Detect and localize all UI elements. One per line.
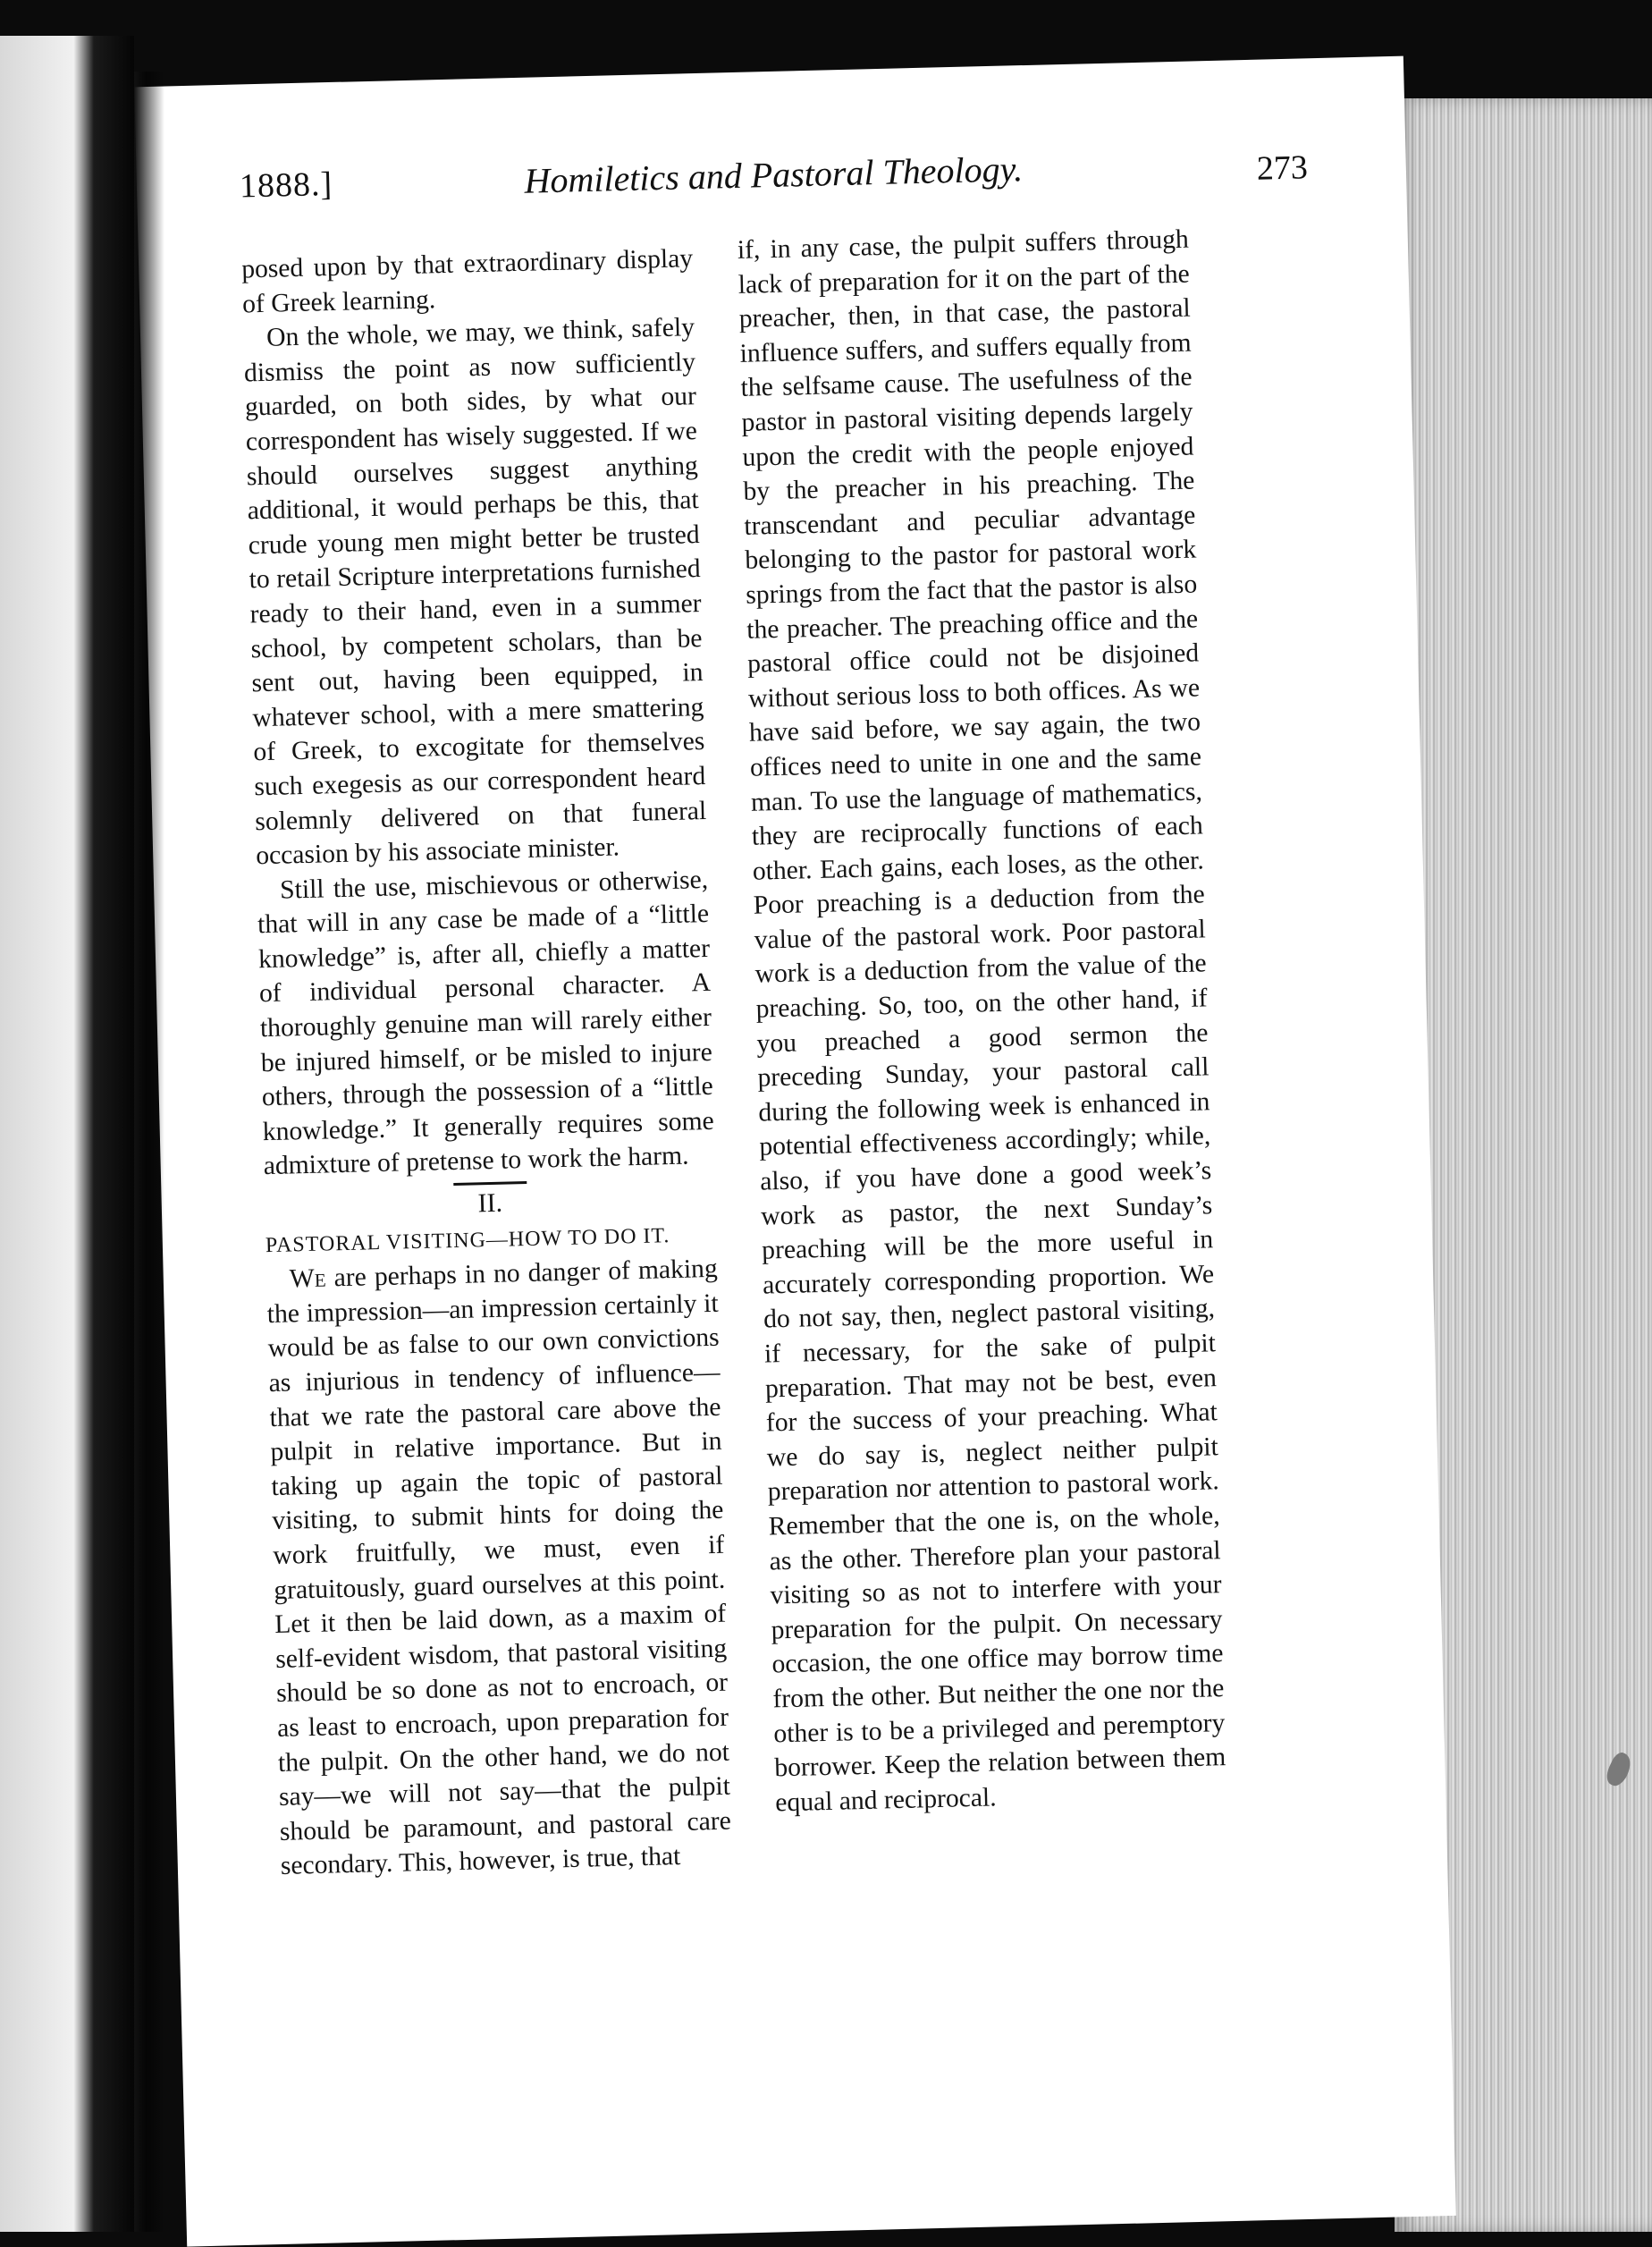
section-heading: PASTORAL VISITING—HOW TO DO IT. — [265, 1223, 670, 1257]
left-column — [241, 241, 732, 1884]
page-number: 273 — [1256, 148, 1309, 188]
spine-shadow — [134, 72, 164, 2232]
paragraph — [266, 1252, 732, 1884]
paragraph: posed upon by that extraordinary display of Greek learning. — [240, 244, 694, 319]
section-rule — [453, 1181, 527, 1186]
paragraph: Still the use, mischievous or otherwise, that will in any case be made of a “little knowledge” is, after all, chiefly a matter of individual personal character. A thoroughly genuine man will rarely either be injured himself, or be misled to injure others, through the possession of a “little knowledge.” It generally requires some admixture of pretense to work the harm. — [257, 865, 715, 1181]
header-year: 1888.] — [239, 165, 333, 206]
section-numeral: II. — [477, 1187, 503, 1219]
paragraph: On the whole, we may, we think, safely dismiss the point as now sufficiently guarded, on both sides, by what our correspondent has wisely suggested. If we should ourselves suggest anything additional, it would perhaps be this, that crude young men might better be trusted to retail Scripture interpretations furnished ready to their hand, even in a summer school, by competent scholars, than be sent out, having been equipped, in whatever school, with a mere smattering of Greek, to excogitate for themselves such exegesis as our correspondent heard solemnly delivered on that funeral occasion by his associate minister. — [243, 313, 707, 871]
running-header — [239, 140, 1308, 229]
paragraph: if, in any case, the pulpit suffers through lack of preparation for it on the part of the preacher, then, in that case, the pastoral influence suffers, and suffers equally from the selfsame cause. The usefulness of the pastor in pastoral visiting depends largely upon the credit with the people enjoyed by the preacher in his preaching. The transcendant and peculiar advantage belonging to the pastor for pastoral work springs from the fact that the pastor is also the preacher. The preaching office and the pastoral office could not be disjoined without serious loss to both offices. As we have said before, we say again, the two offices need to unite in one and the same man. To use the language of mathematics, they are reciprocally functions of each other. Each gains, each loses, as the other. Poor preaching is a deduction from the value of the pastoral work. Poor pastoral work is a deduction from the value of the preaching. So, too, on the other hand, if you preached a good sermon the preceding Sunday, your pastoral call during the following week is enhanced in potential effectiveness accordingly; while, also, if you have done a good week’s work as pastor, the next Sunday’s preaching will be the more useful in accurately corresponding proportion. We do not say, then, neglect pastoral visiting, if necessary, for the sake of pulpit preparation. That may not be best, even for the success of your preaching. What we do say is, neglect neither pulpit preparation nor attention to pastoral work. Remember that the one is, on the whole, as the other. Therefore plan your pastoral visiting so as not to interfere with your preparation for the pulpit. On necessary occasion, the one office may borrow time from the other. But neither the one nor the other is to be a privileged and peremptory borrower. Keep the relation between them equal and reciprocal. — [737, 224, 1226, 1818]
header-title: Homiletics and Pastoral Theology. — [523, 148, 1024, 201]
book-page — [134, 56, 1456, 2247]
facing-page-edge — [0, 36, 134, 2232]
lead-word: We — [289, 1263, 326, 1294]
right-column — [737, 223, 1226, 1820]
paragraph-text: are perhaps in no danger of making the impression—an impression certainly it would be as false to our own convictions as injurious in tendency of influence—that we rate the pastoral care above the pulpit in relative importance. But in taking up again the topic of pastoral visiting, to submit hints for doing the work fruitfully, we must, even if gratuitously, guard ourselves at this point. Let it then be laid down, as a maxim of self-evident wisdom, that pastoral visiting should be so done as not to encroach, or as least to encroach, upon preparation for the pulpit. On the other hand, we do not say—we will not say—that the pulpit should be paramount, and pastoral care secondary. This, however, is true, that — [266, 1254, 732, 1881]
